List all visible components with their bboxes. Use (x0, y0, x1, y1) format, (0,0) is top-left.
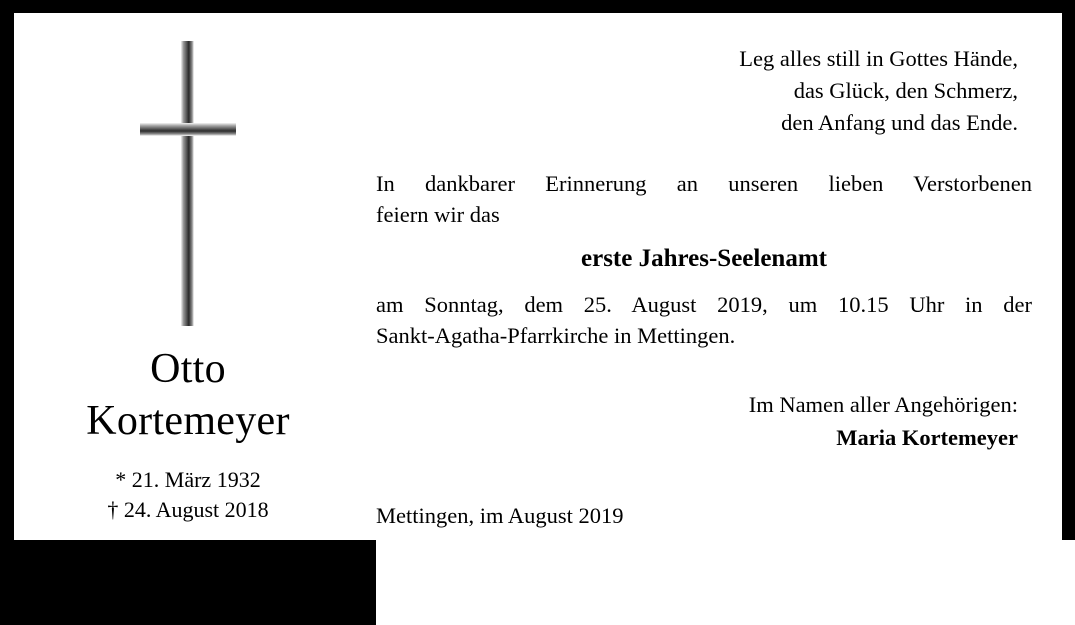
verse-line-2: das Glück, den Schmerz, (793, 78, 1018, 103)
service-details-paragraph (376, 289, 1032, 351)
lower-white-area (376, 540, 1075, 625)
deceased-last-name: Kortemeyer (86, 398, 290, 444)
place-and-date: Mettingen, im August 2019 (376, 503, 624, 528)
verse-line-3: den Anfang und das Ende. (781, 110, 1018, 135)
birth-date: * 21. März 1932 (115, 467, 261, 492)
obituary-right-column (362, 13, 1062, 540)
verse-line-1: Leg alles still in Gottes Hände, (739, 46, 1018, 71)
intro-paragraph (376, 168, 1032, 230)
on-behalf-label: Im Namen aller Angehörigen: (748, 392, 1018, 417)
intro-line-2: feiern wir das (376, 202, 500, 227)
cross-vertical-beam (181, 41, 194, 326)
obituary-left-column (14, 13, 362, 540)
cross-horizontal-beam (140, 123, 236, 136)
on-behalf-name: Maria Kortemeyer (836, 425, 1018, 450)
obituary-card (14, 13, 1062, 540)
intro-line-1: In dankbarer Erinnerung an unseren lieben Verstorbenen (376, 171, 1032, 196)
deceased-name (14, 343, 362, 447)
life-dates (14, 465, 362, 525)
death-date: † 24. August 2018 (107, 497, 269, 522)
on-behalf-block (362, 388, 1018, 454)
service-line-1: am Sonntag, dem 25. August 2019, um 10.15 Uhr in der (376, 292, 1032, 317)
service-line-2: Sankt-Agatha-Pfarrkirche in Mettingen. (376, 323, 736, 348)
christian-cross-icon (14, 41, 362, 331)
deceased-first-name: Otto (150, 346, 226, 392)
memorial-verse (362, 43, 1018, 139)
occasion-title: erste Jahres-Seelenamt (581, 245, 827, 272)
